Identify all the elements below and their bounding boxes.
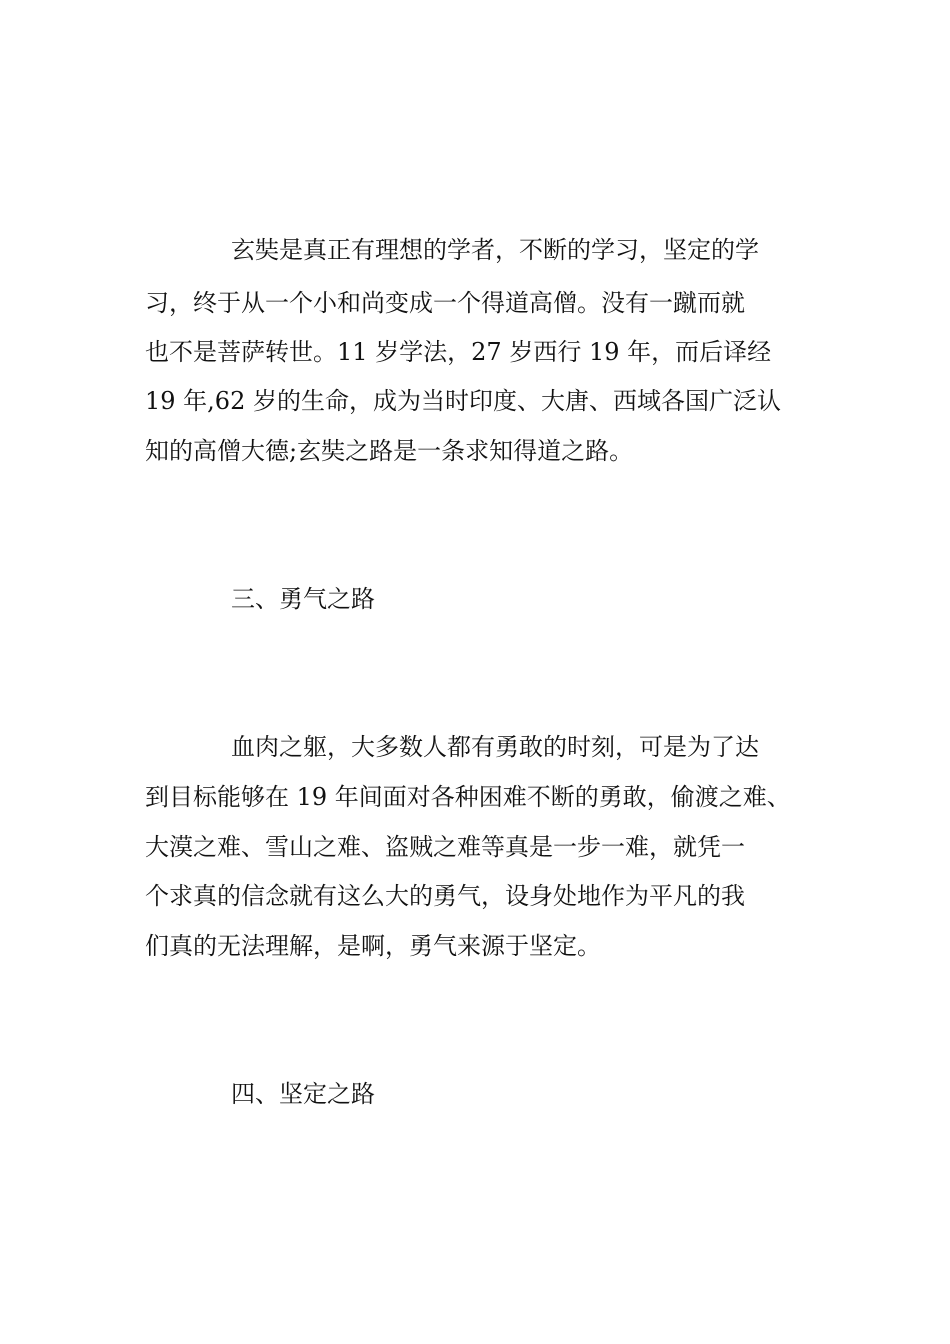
paragraph-2-line-3: 大漠之难、雪山之难、盗贼之难等真是一步一难，就凭一	[145, 833, 745, 861]
section-heading-courage: 三、勇气之路	[231, 585, 375, 613]
section-heading-determination: 四、坚定之路	[231, 1080, 375, 1108]
paragraph-2-line-2: 到目标能够在 19 年间面对各种困难不断的勇敢，偷渡之难、	[145, 783, 791, 811]
paragraph-1-line-3: 也不是菩萨转世。11 岁学法，27 岁西行 19 年，而后译经	[145, 338, 772, 366]
paragraph-1-line-2: 习，终于从一个小和尚变成一个得道高僧。没有一蹴而就	[145, 289, 745, 317]
paragraph-1-line-4: 19 年,62 岁的生命，成为当时印度、大唐、西域各国广泛认	[145, 387, 781, 415]
paragraph-2-line-5: 们真的无法理解，是啊，勇气来源于坚定。	[145, 932, 601, 960]
paragraph-2-line-4: 个求真的信念就有这么大的勇气，设身处地作为平凡的我	[145, 882, 745, 910]
paragraph-1-line-1: 玄奘是真正有理想的学者，不断的学习，坚定的学	[231, 236, 759, 264]
paragraph-2-line-1: 血肉之躯，大多数人都有勇敢的时刻，可是为了达	[231, 733, 759, 761]
paragraph-1-line-5: 知的高僧大德;玄奘之路是一条求知得道之路。	[145, 437, 634, 465]
